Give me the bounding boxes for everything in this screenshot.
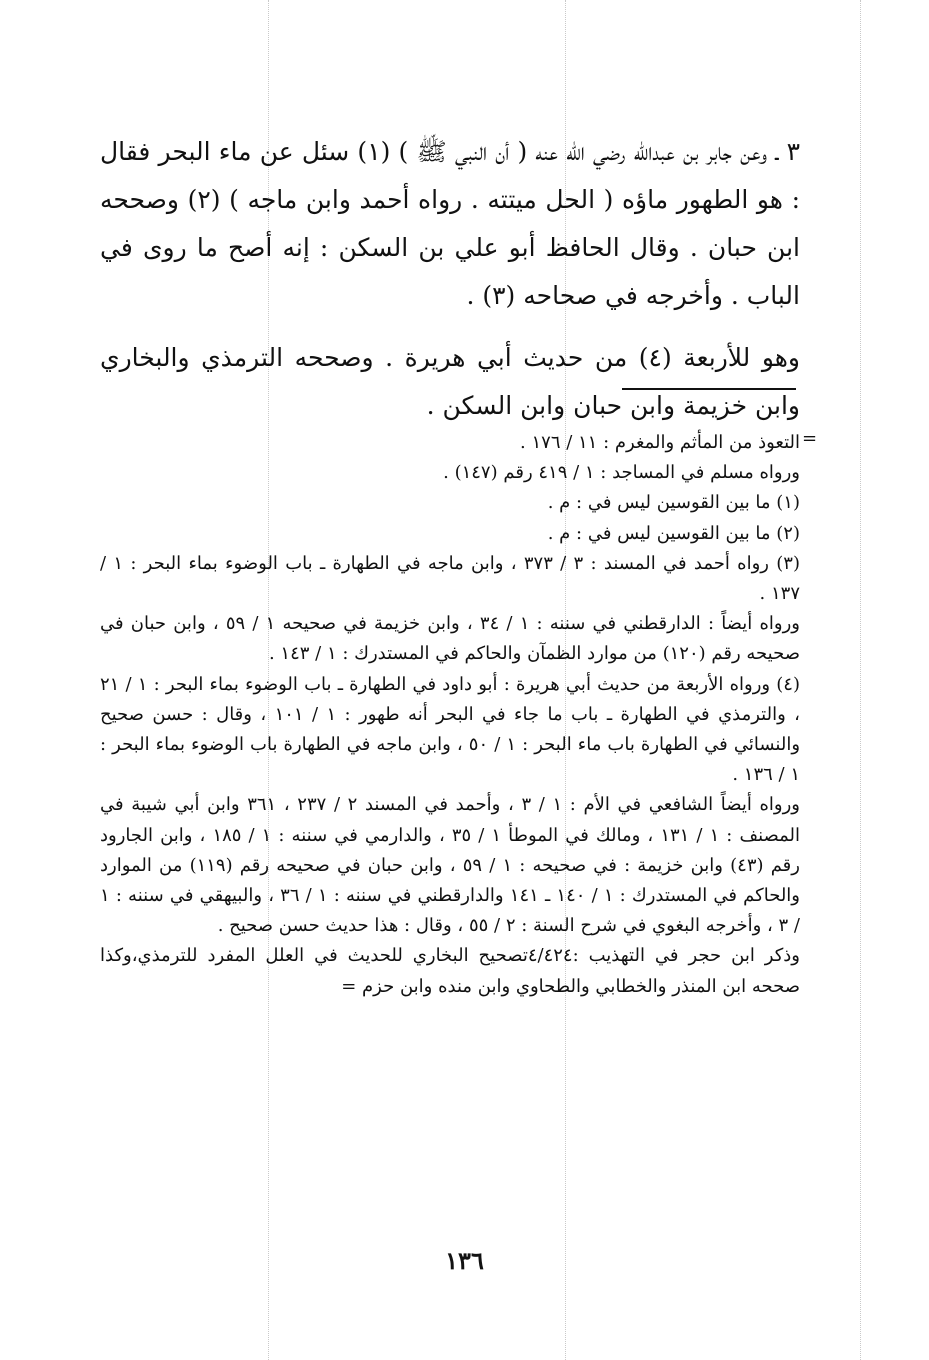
- footnote-line: ورواه مسلم في المساجد : ١ / ٤١٩ رقم (١٤٧) .: [443, 462, 800, 484]
- page-number: ١٣٦: [445, 1246, 484, 1275]
- footnote-1: (١) ما بين القوسين ليس في : م .: [547, 492, 800, 514]
- footnote-2: (٢) ما بين القوسين ليس في : م .: [547, 522, 800, 544]
- hadith-paragraph: وهو للأربعة (٤) من حديث أبي هريرة . وصححه الترمذي والبخاري وابن خزيمة وابن حبان وابن السكن .: [100, 343, 800, 420]
- footnote-4: (٤) ورواه الأربعة من حديث أبي هريرة : أبو داود في الطهارة ـ باب الوضوء بماء البحر : ١ / ٢١ ، والترمذي في الطهارة ـ باب ما جاء في البحر أنه طهور : ١ / ١٠١ ، وقال : حسن صحيح والنسائي في الطهارة باب ماء البحر : ١ / ٥٠ ، وابن ماجه في الطهارة باب الوضوء بماء البحر : ١ / ١٣٦ .: [100, 673, 801, 786]
- footnote-line: وذكر ابن حجر في التهذيب :٤/٤٢٤تصحيح البخاري للحديث في العلل المفرد للترمذي،وكذا صححه ابن المنذر والخطابي والطحاوي وابن منده وابن حزم =: [100, 945, 800, 997]
- footnote-separator: [622, 388, 796, 390]
- scan-dotted-line: [860, 0, 861, 1360]
- footnote-line: ورواه أيضاً الشافعي في الأم : ١ / ٣ ، وأحمد في المسند ٢ / ٢٣٧ ، ٣٦١ وابن أبي شيبة في المصنف : ١ / ١٣١ ، ومالك في الموطأ ١ / ٣٥ ، والدارمي في سننه : ١ / ١٨٥ ، وابن الجارود رقم (٤٣) وابن خزيمة : في صحيحه : ١ / ٥٩ ، وابن حبان في صحيحه رقم (١١٩) من الموارد والحاكم في المستدرك : ١ / ١٤٠ ـ ١٤١ والدارقطني في سننه : ١ / ٣٦ ، والبيهقي في سننه : ١ / ٣ ، وأخرجه البغوي في شرح السنة : ٢ / ٥٥ ، وقال : هذا حديث حسن صحيح .: [100, 794, 801, 937]
- footnote-line: ورواه أيضاً : الدارقطني في سننه : ١ / ٣٤ ، وابن خزيمة في صحيحه ١ / ٥٩ ، وابن حبان في صحيحه رقم (١٢٠) من موارد الظمآن والحاكم في المستدرك : ١ / ١٤٣ .: [100, 613, 800, 665]
- footnote-line: التعوذ من المأثم والمغرم : ١١ / ١٧٦ .: [520, 432, 800, 453]
- main-text: [100, 128, 800, 444]
- footnote-3: (٣) رواه أحمد في المسند : ٣ / ٣٧٣ ، وابن ماجه في الطهارة ـ باب الوضوء بماء البحر : ١ / ١٣٧ .: [100, 552, 800, 605]
- hadith-paragraph: ٣ ـ وعن جابر بن عبدالله رضي الله عنه ( أن النبي ﷺ ) (١) سئل عن ماء البحر فقال : هو الطهور ماؤه ( الحل ميتته . رواه أحمد وابن ماجه ) (٢) وصححه ابن حبان . وقال الحافظ أبو علي بن السكن : إنه أصح ما روى في الباب . وأخرجه في صحاحه (٣) .: [100, 137, 800, 310]
- footnotes: [100, 428, 800, 1002]
- continuation-mark: =: [802, 428, 818, 449]
